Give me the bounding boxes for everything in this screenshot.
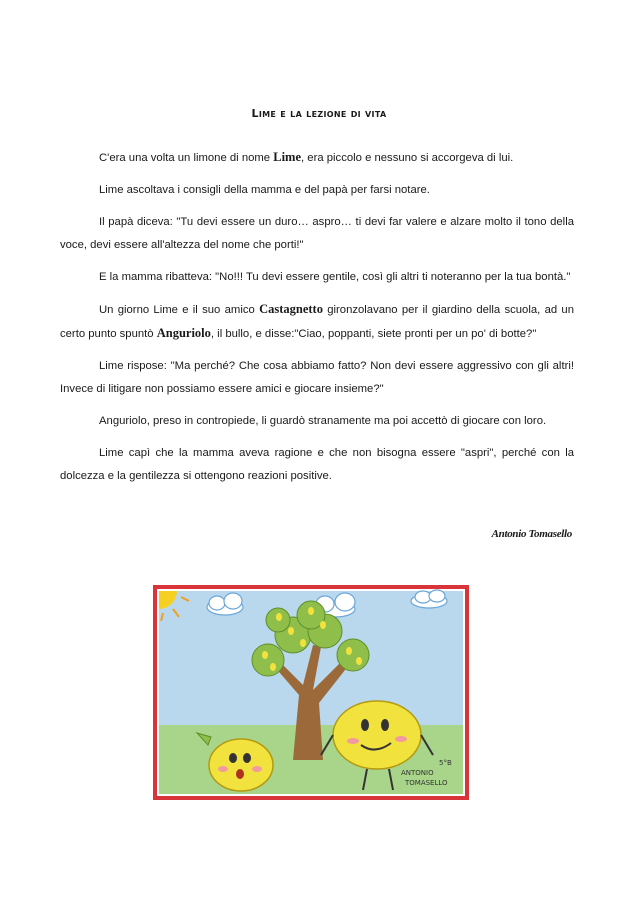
text-span: Lime capì che la mamma aveva ragione e che non bisogna essere "aspri", perché con la dolcezza e la gentilezza si ottengono reazioni positive.: [60, 447, 574, 482]
text-span: Lime rispose: "Ma perché? Che cosa abbiamo fatto? Non devi essere aggressivo con gli altri! Invece di litigare non possiamo essere amici e giocare insieme?": [60, 360, 574, 395]
drawing-svg: [153, 585, 469, 800]
text-span: Un giorno Lime e il suo amico: [99, 304, 260, 316]
name-castagnetto: Castagnetto: [259, 302, 323, 316]
name-anguriolo: Anguriolo: [156, 326, 211, 340]
text-span: Anguriolo, preso in contropiede, li guardò stranamente ma poi accettò di giocare con loro.: [99, 415, 547, 427]
author-signature: Antonio Tomasello: [491, 528, 572, 540]
drawing-class-label: 5°B: [439, 759, 452, 767]
drawing-signature-word: TOMASELLO: [405, 779, 448, 787]
paragraph-8: [60, 442, 574, 488]
drawing-signature-word: ANTONIO: [401, 769, 434, 777]
name-lime: Lime: [273, 150, 302, 164]
text-span: Lime ascoltava i consigli della mamma e del papà per farsi notare.: [99, 184, 430, 196]
text-span: , il bullo, e disse:"Ciao, poppanti, siete pronti per un po' di botte?": [210, 328, 537, 340]
paragraph-2: [60, 179, 574, 202]
child-drawing: [153, 585, 469, 800]
document-title: Lime e la lezione di vita: [251, 107, 387, 120]
paragraph-5: [60, 298, 574, 346]
text-span: gironzolavano per il giardino della scuola, ad un certo punto spuntò: [60, 304, 574, 340]
paragraph-7: [60, 410, 574, 433]
paragraph-4: [60, 266, 574, 289]
paragraph-1: [60, 146, 574, 170]
text-span: , era piccolo e nessuno si accorgeva di lui.: [301, 152, 514, 164]
text-span: Il papà diceva: "Tu devi essere un duro… aspro… ti devi far valere e alzare molto il tono della voce, devi essere all'altezza del nome che porti!": [60, 216, 574, 251]
story-body: [60, 146, 574, 497]
text-span: E la mamma ribatteva: "No!!! Tu devi essere gentile, così gli altri ti noteranno per la tua bontà.": [99, 271, 571, 283]
paragraph-6: [60, 355, 574, 401]
text-span: C'era una volta un limone di nome: [99, 152, 274, 164]
paragraph-3: [60, 211, 574, 257]
